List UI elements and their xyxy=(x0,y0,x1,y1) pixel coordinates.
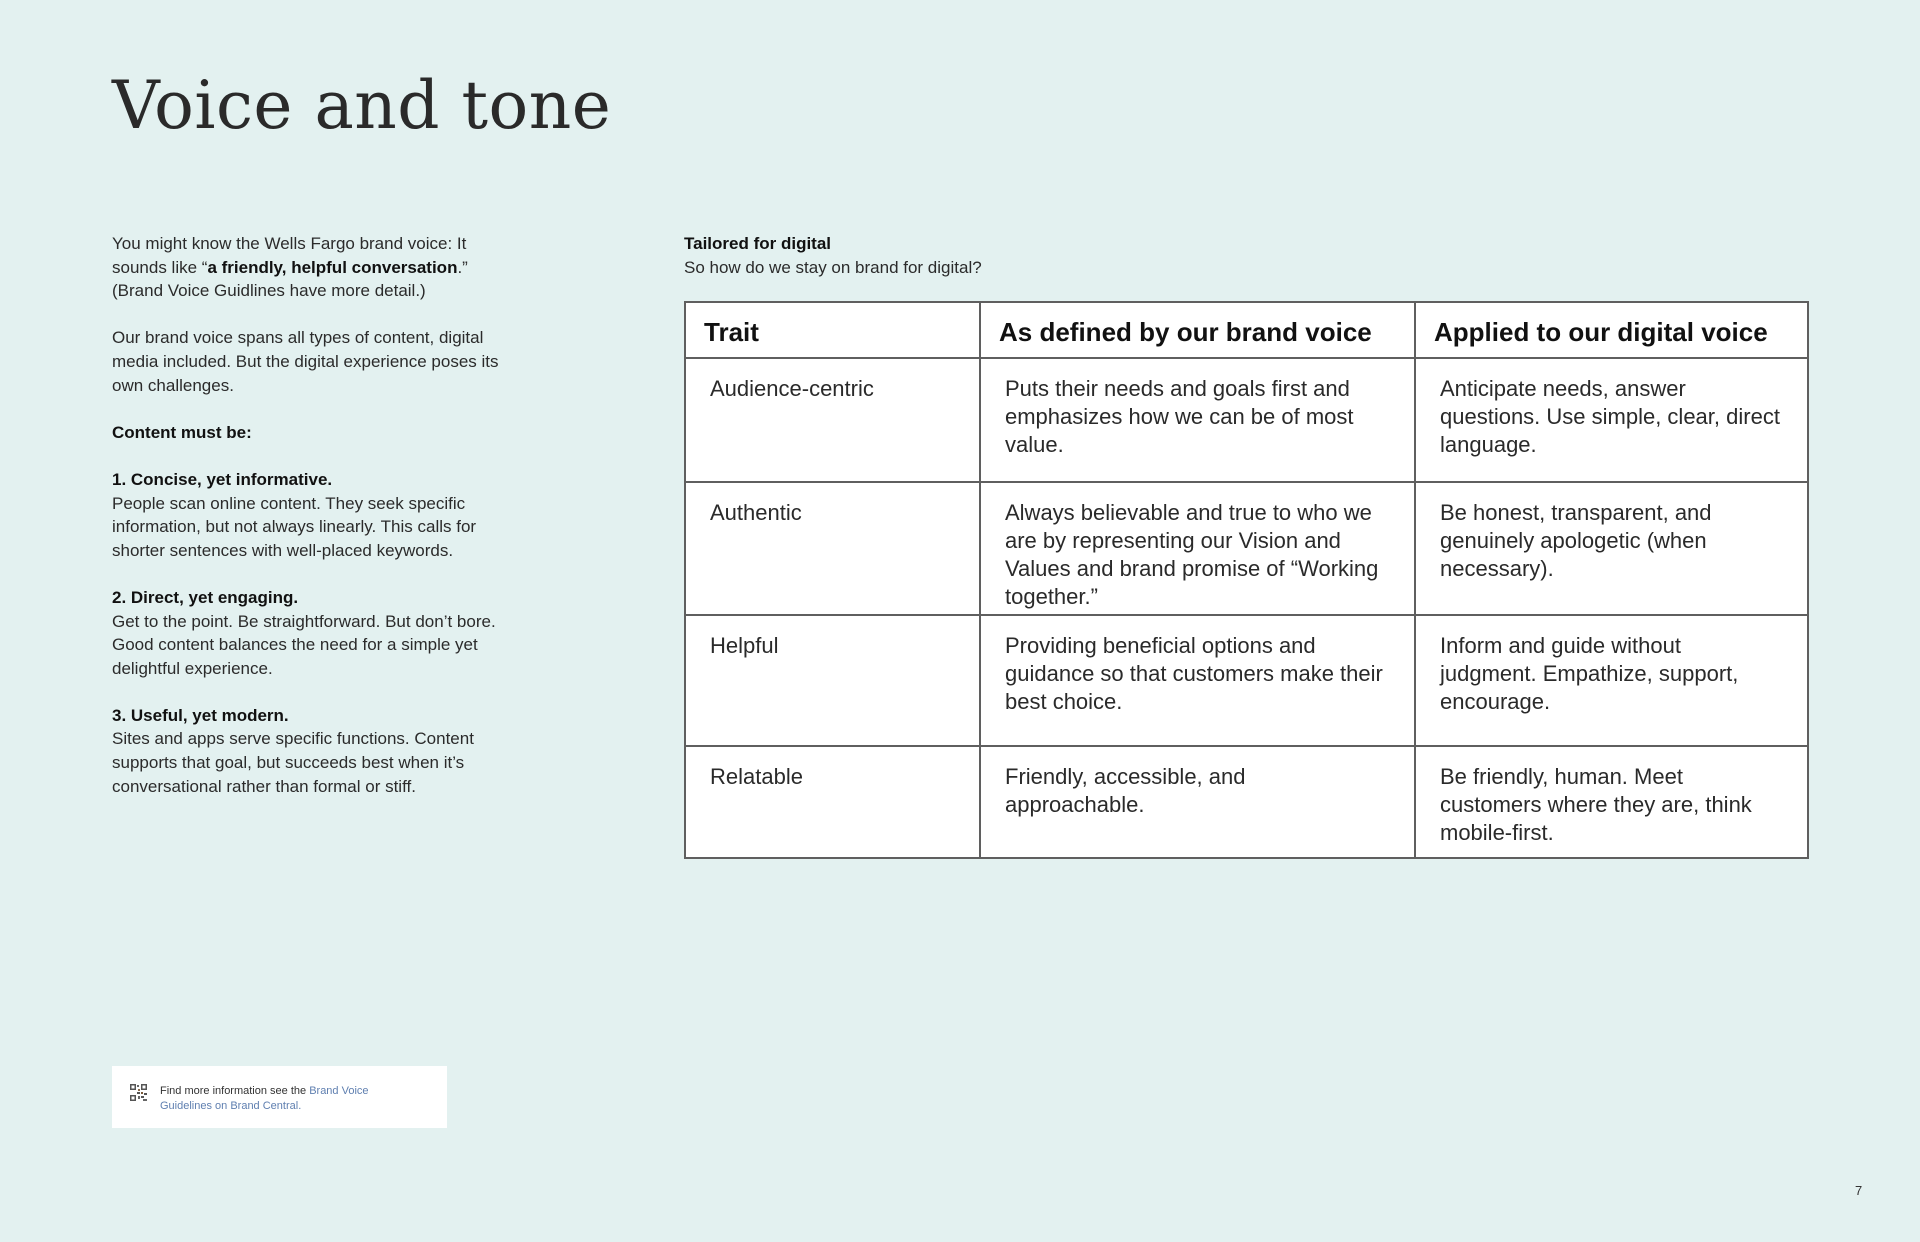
digital-voice-cell: Inform and guide without judgment. Empathize, support, encourage. xyxy=(1415,615,1808,746)
brand-voice-cell: Friendly, accessible, and approachable. xyxy=(980,746,1415,858)
table-section-subtitle: So how do we stay on brand for digital? xyxy=(684,257,982,277)
digital-voice-cell: Anticipate needs, answer questions. Use simple, clear, direct language. xyxy=(1415,358,1808,482)
intro-paragraph-1 xyxy=(112,232,512,303)
table-header-row xyxy=(685,302,1808,358)
info-text xyxy=(160,1084,420,1114)
trait-cell: Authentic xyxy=(685,482,980,615)
content-item-body: People scan online content. They seek specific information, but not always linearly. This calls for shorter sentences with well-placed keywords. xyxy=(112,493,477,560)
info-box xyxy=(112,1066,447,1128)
intro-column xyxy=(112,232,512,822)
content-item-2 xyxy=(112,586,512,680)
intro-paragraph-2: Our brand voice spans all types of content, digital media included. But the digital experience poses its own challenges. xyxy=(112,328,499,395)
table-row xyxy=(685,746,1808,858)
content-item-heading: 3. Useful, yet modern. xyxy=(112,705,289,725)
content-item-heading: 2. Direct, yet engaging. xyxy=(112,587,299,607)
brand-voice-cell: Providing beneficial options and guidance so that customers make their best choice. xyxy=(980,615,1415,746)
brand-voice-cell: Always believable and true to who we are by representing our Vision and Values and brand promise of “Working together.” xyxy=(980,482,1415,615)
info-text-prefix: Find more information see the xyxy=(160,1085,310,1097)
content-item-1 xyxy=(112,468,512,562)
content-heading-text: Content must be: xyxy=(112,422,252,442)
table-intro xyxy=(684,232,982,279)
trait-cell: Audience-centric xyxy=(685,358,980,482)
table-row xyxy=(685,482,1808,615)
digital-voice-cell: Be honest, transparent, and genuinely apologetic (when necessary). xyxy=(1415,482,1808,615)
page-title: Voice and tone xyxy=(112,67,612,144)
header-brand-voice: As defined by our brand voice xyxy=(980,302,1415,358)
page-number: 7 xyxy=(1855,1183,1863,1198)
content-item-body: Get to the point. Be straightforward. But don’t bore. Good content balances the need for a simple yet delightful experience. xyxy=(112,611,496,678)
header-trait: Trait xyxy=(685,302,980,358)
brand-voice-guidelines-link[interactable]: Brand Voice Guidelines on Brand Central. xyxy=(160,1085,369,1112)
table-row xyxy=(685,358,1808,482)
table-row xyxy=(685,615,1808,746)
voice-traits-table xyxy=(684,301,1809,859)
content-item-heading: 1. Concise, yet informative. xyxy=(112,469,333,489)
trait-cell: Helpful xyxy=(685,615,980,746)
brand-voice-cell: Puts their needs and goals first and emphasizes how we can be of most value. xyxy=(980,358,1415,482)
content-item-body: Sites and apps serve specific functions. Content supports that goal, but succeeds best when it’s conversational rather than formal or stiff. xyxy=(112,729,474,796)
content-item-3 xyxy=(112,704,512,798)
intro-text-bold: a friendly, helpful conversation xyxy=(207,257,458,277)
table-section-title: Tailored for digital xyxy=(684,234,832,253)
digital-voice-cell: Be friendly, human. Meet customers where they are, think mobile-first. xyxy=(1415,746,1808,858)
content-heading xyxy=(112,421,512,445)
trait-cell: Relatable xyxy=(685,746,980,858)
header-digital-voice: Applied to our digital voice xyxy=(1415,302,1808,358)
qr-code-icon xyxy=(130,1084,147,1101)
intro-text-after: .” (Brand Voice Guidlines have more detail.) xyxy=(112,257,468,301)
intro-text-before: You might know the Wells Fargo brand voice: It sounds like “ xyxy=(112,234,467,277)
